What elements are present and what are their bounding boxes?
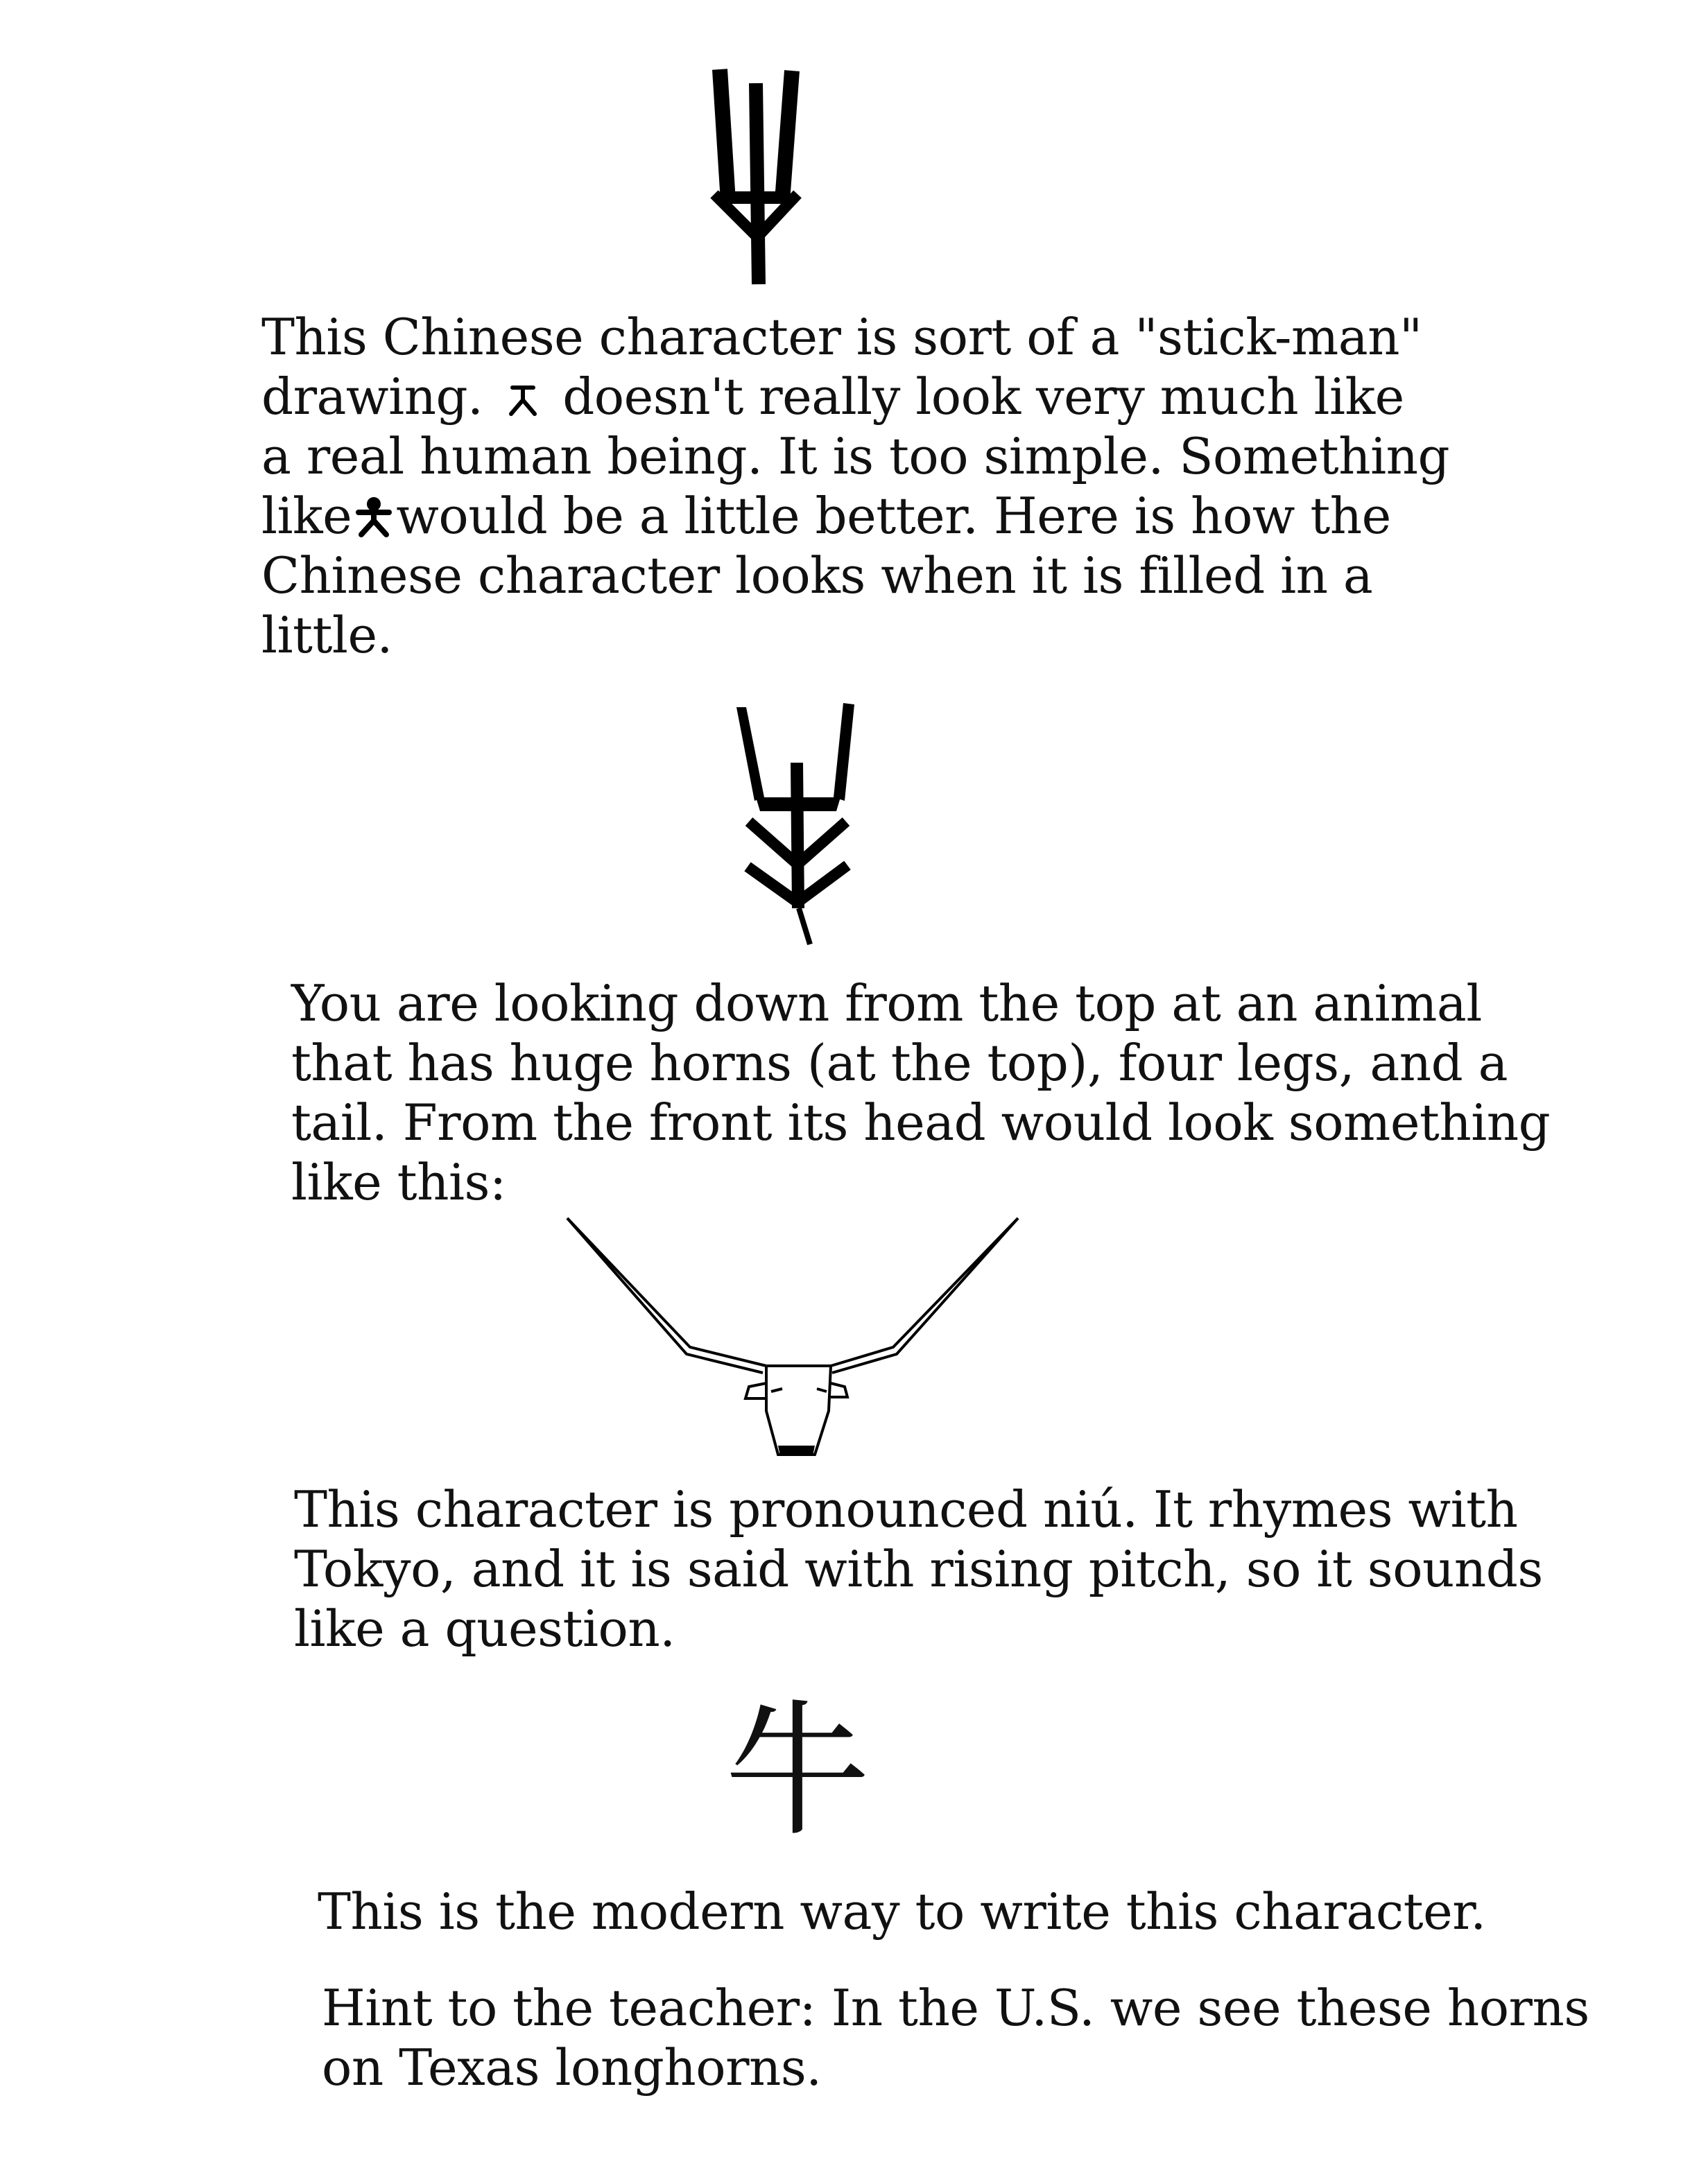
text-line [261, 486, 1449, 546]
longhorn-head-drawing [555, 1210, 1040, 1473]
text-line: like this: [291, 1153, 506, 1211]
ancient-ox-character-filled [721, 700, 881, 950]
paragraph-modern-writing [318, 1882, 1486, 1941]
text-line: a real human being. It is too simple. Something [261, 427, 1450, 485]
paragraph-animal-description [291, 973, 1550, 1212]
text-line [261, 367, 1449, 426]
ancient-ox-character-sketch [687, 55, 839, 291]
text-fragment: drawing. [261, 367, 483, 426]
text-fragment: like [261, 487, 352, 545]
text-fragment: would be a little better. Here is how the [396, 487, 1391, 545]
text-line: little. [261, 606, 393, 664]
paragraph-teacher-hint [322, 1978, 1589, 2097]
text-line: like a question. [294, 1600, 675, 1658]
text-line: tail. From the front its head would look something [291, 1093, 1551, 1152]
text-fragment: doesn't really look very much like [562, 367, 1404, 426]
text-line: on Texas longhorns. [322, 2038, 822, 2097]
better-stick-figure-icon [352, 497, 396, 537]
text-line: Tokyo, and it is said with rising pitch, so it sounds [294, 1540, 1543, 1598]
text-line: This Chinese character is sort of a "stick-man" [261, 308, 1422, 366]
paragraph-pronunciation [294, 1480, 1543, 1658]
text-line: This character is pronounced niú. It rhymes with [294, 1480, 1518, 1539]
modern-ox-character: 牛 [724, 1686, 870, 1856]
text-line: This is the modern way to write this character. [318, 1882, 1486, 1941]
text-line: Chinese character looks when it is filled in a [261, 546, 1373, 605]
paragraph-stick-man [261, 307, 1449, 665]
simple-stick-figure-icon [499, 379, 547, 418]
text-line: Hint to the teacher: In the U.S. we see these horns [322, 1979, 1589, 2037]
text-line: You are looking down from the top at an animal [291, 974, 1482, 1032]
text-line: that has huge horns (at the top), four legs, and a [291, 1034, 1508, 1092]
